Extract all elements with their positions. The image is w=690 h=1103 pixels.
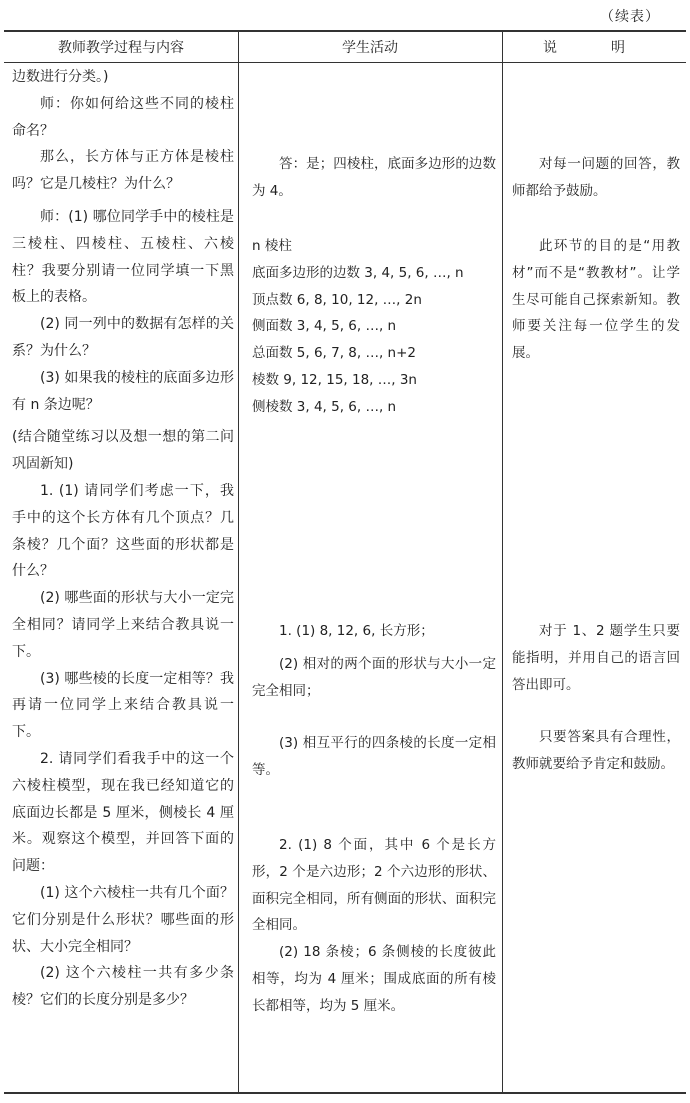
prism-table-row: 棱数 9, 12, 15, 18, …, 3n bbox=[252, 371, 417, 388]
teacher-text: 边数进行分类。) bbox=[12, 69, 109, 85]
teacher-text: 2. 请同学们看我手中的这一个六棱柱模型，现在我已经知道它的底面边长都是 5 厘米，侧棱长 4 厘米。观察这个模型，并回答下面的问题： bbox=[12, 750, 234, 875]
prism-table-row: 侧面数 3, 4, 5, 6, …, n bbox=[252, 318, 397, 335]
teacher-text: (3) 如果我的棱柱的底面多边形有 n 条边呢？ bbox=[12, 369, 234, 413]
teacher-column bbox=[12, 64, 234, 1014]
prism-table-row: 顶点数 6, 8, 10, 12, …, 2n bbox=[252, 291, 422, 308]
student-answer-q2 bbox=[252, 832, 496, 1020]
student-text: 2. (1) 8 个面，其中 6 个是长方形，2 个是六边形；2 个六边形的形状、面积完全相同，所有侧面的形状、面积完全相同。 bbox=[252, 837, 496, 934]
teacher-text: 1. (1) 请同学们考虑一下，我手中的这个长方体有几个顶点？几条棱？几个面？这些面的形状都是什么？ bbox=[12, 482, 234, 580]
student-text: (2) 相对的两个面的形状与大小一定完全相同； bbox=[252, 655, 496, 699]
header-divider bbox=[4, 62, 686, 63]
note-text: 此环节的目的是“用教材”而不是“教教材”。让学生尽可能自己探索新知。教师要关注每一位学生的发展。 bbox=[512, 238, 680, 362]
teacher-text: (2) 这个六棱柱一共有多少条棱？它们的长度分别是多少？ bbox=[12, 965, 234, 1009]
header-student: 学生活动 bbox=[342, 40, 398, 56]
prism-table bbox=[252, 233, 496, 421]
note-3 bbox=[512, 618, 680, 698]
prism-table-row: 总面数 5, 6, 7, 8, …, n+2 bbox=[252, 345, 417, 362]
prism-table-title: n 棱柱 bbox=[252, 238, 292, 254]
note-text: 对于 1、2 题学生只要能指明，并用自己的语言回答出即可。 bbox=[512, 623, 680, 693]
student-text: 答：是；四棱柱，底面多边形的边数为 4。 bbox=[252, 156, 496, 199]
note-4 bbox=[512, 724, 680, 778]
prism-table-row: 侧棱数 3, 4, 5, 6, …, n bbox=[252, 398, 397, 415]
note-2 bbox=[512, 233, 680, 367]
student-answer-1 bbox=[252, 151, 496, 205]
student-text: 1. (1) 8, 12, 6, 长方形； bbox=[279, 623, 434, 639]
teacher-text: (2) 哪些面的形状与大小一定完全相同？请同学上来结合教具说一下。 bbox=[12, 590, 234, 660]
teacher-text: (结合随堂练习以及想一想的第二问巩固新知) bbox=[12, 429, 234, 473]
note-text: 对每一问题的回答，教师都给予鼓励。 bbox=[512, 156, 680, 199]
teacher-text: (2) 同一列中的数据有怎样的关系？为什么？ bbox=[12, 316, 234, 359]
student-answer-q1 bbox=[252, 618, 496, 784]
note-1 bbox=[512, 151, 680, 205]
student-text: (2) 18 条棱；6 条侧棱的长度彼此相等，均为 4 厘米；围成底面的所有棱长都相等，均为 5 厘米。 bbox=[252, 944, 496, 1014]
note-text: 只要答案具有合理性，教师就要给予肯定和鼓励。 bbox=[512, 729, 680, 772]
column-divider bbox=[502, 32, 503, 1092]
prism-table-row: 底面多边形的边数 3, 4, 5, 6, …, n bbox=[252, 264, 464, 281]
column-divider bbox=[238, 32, 239, 1092]
continued-label: （续表） bbox=[600, 9, 660, 25]
teacher-text: 那么，长方体与正方体是棱柱吗？它是几棱柱？为什么？ bbox=[12, 149, 234, 193]
teacher-text: 师：你如何给这些不同的棱柱命名？ bbox=[12, 95, 234, 139]
header-teacher: 教师教学过程与内容 bbox=[58, 40, 184, 56]
student-text: (3) 相互平行的四条棱的长度一定相等。 bbox=[252, 735, 496, 779]
teacher-text: (1) 这个六棱柱一共有几个面？它们分别是什么形状？哪些面的形状、大小完全相同？ bbox=[12, 884, 234, 955]
teacher-text: (3) 哪些棱的长度一定相等？我再请一位同学上来结合教具说一下。 bbox=[12, 670, 234, 741]
teacher-text: 师：(1) 哪位同学手中的棱柱是三棱柱、四棱柱、五棱柱、六棱柱？我要分别请一位同学填一下黑板上的表格。 bbox=[12, 208, 234, 306]
header-notes: 说 明 bbox=[543, 40, 645, 56]
lesson-table bbox=[4, 30, 686, 1094]
